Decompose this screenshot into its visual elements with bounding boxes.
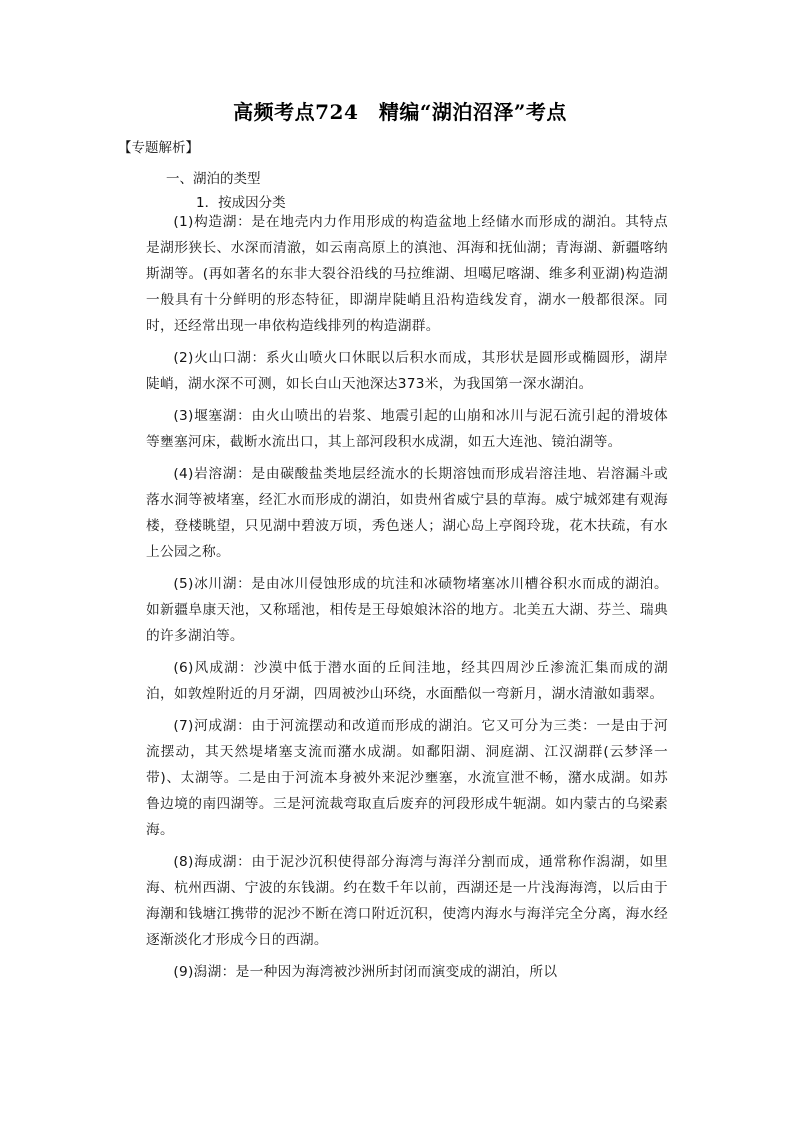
paragraph-lagoon: (9)潟湖：是一种因为海湾被沙洲所封闭而演变成的湖泊，所以 (173, 964, 558, 980)
paragraph-fluvial-lake: (7)河成湖：由于河流摆动和改道而形成的湖泊。它又可分为三类：一是由于河流摆动，其天然堤堵塞支流而潴水成湖。如鄱阳湖、洞庭湖、江汉湖群(云梦泽一带)、太湖等。二是由于河流本身被外来泥沙壅塞，水流宣泄不畅，潴水成湖。如苏鲁边境的南四湖等。三是河流裁弯取直后废弃的河段形成牛轭湖。如内蒙古的乌梁素海。 (146, 718, 668, 838)
document-body (146, 209, 668, 991)
heading-lake-types: 一、湖泊的类型 (166, 171, 261, 187)
section-tag: 【专题解析】 (118, 140, 199, 156)
paragraph-tectonic-lake: (1)构造湖：是在地壳内力作用形成的构造盆地上经储水而形成的湖泊。其特点是湖形狭长、水深而清澈，如云南高原上的滇池、洱海和抚仙湖；青海湖、新疆喀纳斯湖等。(再如著名的东非大裂谷沿线的马拉维湖、坦噶尼喀湖、维多利亚湖)构造湖一般具有十分鲜明的形态特征，即湖岸陡峭且沿构造线发育，湖水一般都很深。同时，还经常出现一串依构造线排列的构造湖群。 (146, 214, 668, 334)
heading-by-origin: 1．按成因分类 (196, 195, 286, 211)
paragraph-barrier-lake: (3)堰塞湖：由火山喷出的岩浆、地震引起的山崩和冰川与泥石流引起的滑坡体等壅塞河床，截断水流出口，其上部河段积水成湖，如五大连池、镜泊湖等。 (146, 408, 668, 450)
paragraph-marine-lake: (8)海成湖：由于泥沙沉积使得部分海湾与海洋分割而成，通常称作潟湖，如里海、杭州西湖、宁波的东钱湖。约在数千年以前，西湖还是一片浅海海湾，以后由于海潮和钱塘江携带的泥沙不断在湾口附近沉积，使湾内海水与海洋完全分离，海水经逐渐淡化才形成今日的西湖。 (146, 854, 668, 948)
paragraph-aeolian-lake: (6)风成湖：沙漠中低于潜水面的丘间洼地，经其四周沙丘渗流汇集而成的湖泊，如敦煌附近的月牙湖，四周被沙山环绕，水面酷似一弯新月，湖水清澈如翡翠。 (146, 660, 668, 702)
paragraph-crater-lake: (2)火山口湖：系火山喷火口休眠以后积水而成，其形状是圆形或椭圆形，湖岸陡峭，湖水深不可测，如长白山天池深达373米，为我国第一深水湖泊。 (146, 350, 668, 392)
page-title: 高频考点724 精编“湖泊沼泽”考点 (233, 100, 567, 124)
paragraph-glacial-lake: (5)冰川湖：是由冰川侵蚀形成的坑洼和冰碛物堵塞冰川槽谷积水而成的湖泊。如新疆阜康天池，又称瑶池，相传是王母娘娘沐浴的地方。北美五大湖、芬兰、瑞典的许多湖泊等。 (146, 576, 668, 644)
paragraph-karst-lake: (4)岩溶湖：是由碳酸盐类地层经流水的长期溶蚀而形成岩溶洼地、岩溶漏斗或落水洞等被堵塞，经汇水而形成的湖泊，如贵州省威宁县的草海。威宁城郊建有观海楼，登楼眺望，只见湖中碧波万顷，秀色迷人；湖心岛上亭阁玲珑，花木扶疏，有水上公园之称。 (146, 466, 668, 560)
